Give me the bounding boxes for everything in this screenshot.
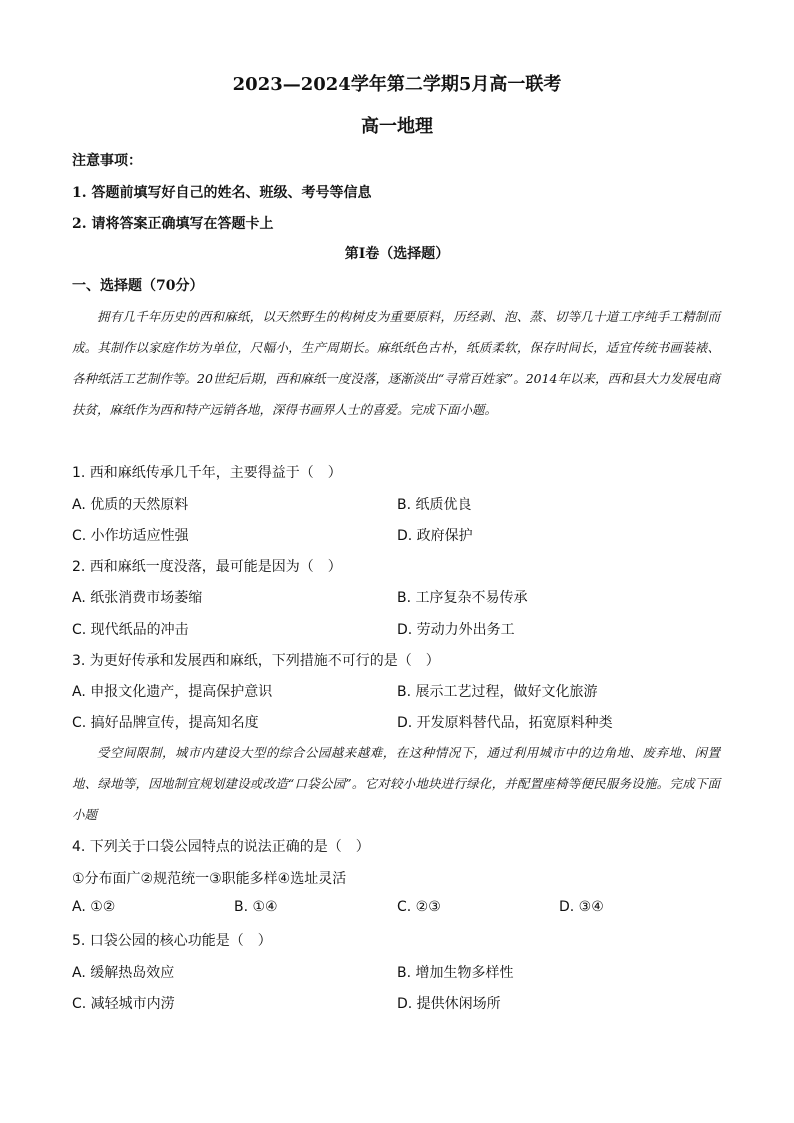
question-3-option-a[interactable]: A. 申报文化遗产，提高保护意识: [72, 684, 273, 700]
question-5-option-c[interactable]: C. 减轻城市内涝: [72, 996, 175, 1012]
question-2-option-c[interactable]: C. 现代纸品的冲击: [72, 622, 189, 638]
question-3-option-d[interactable]: D. 开发原料替代品，拓宽原料种类: [397, 715, 613, 731]
question-2-option-b[interactable]: B. 工序复杂不易传承: [397, 590, 528, 606]
question-1-option-a[interactable]: A. 优质的天然原料: [72, 497, 189, 513]
notice-item-2: 2. 请将答案正确填写在答题卡上: [72, 216, 274, 232]
question-1-option-d[interactable]: D. 政府保护: [397, 528, 473, 544]
question-1-option-c[interactable]: C. 小作坊适应性强: [72, 528, 189, 544]
question-5-stem: 5. 口袋公园的核心功能是（ ）: [72, 933, 272, 949]
question-4-option-c[interactable]: C. ②③: [397, 899, 441, 915]
question-4-option-a[interactable]: A. ①②: [72, 899, 116, 915]
passage-paper: 拥有几千年历史的西和麻纸，以天然野生的构树皮为重要原料，历经剥、泡、蒸、切等几十道工序纯手工精制而成。其制作以家庭作坊为单位，尺幅小，生产周期长。麻纸纸色古朴，纸质柔软，保存时间长，适宜传统书画装裱、各种纸活工艺制作等。20世纪后期，西和麻纸一度没落，逐渐淡出“寻常百姓家”。2014年以来，西和县大力发展电商扶贫，麻纸作为西和特产远销各地，深得书画界人士的喜爱。完成下面小题。: [72, 309, 721, 417]
question-5-option-b[interactable]: B. 增加生物多样性: [397, 965, 514, 981]
question-3-stem: 3. 为更好传承和发展西和麻纸，下列措施不可行的是（ ）: [72, 653, 440, 669]
question-4-option-d[interactable]: D. ③④: [559, 899, 604, 915]
exam-title: 2023—2024学年第二学期5月高一联考: [232, 74, 562, 95]
question-1-stem: 1. 西和麻纸传承几千年，主要得益于（ ）: [72, 465, 342, 481]
volume-title: 第I卷（选择题）: [344, 246, 450, 262]
question-4-stem: 4. 下列关于口袋公园特点的说法正确的是（ ）: [72, 839, 370, 855]
passage-pocket-park: 受空间限制，城市内建设大型的综合公园越来越难，在这种情况下，通过利用城市中的边角地、废弃地、闲置地、绿地等，因地制宜规划建设或改造“口袋公园”。它对较小地块进行绿化，并配置座椅等便民服务设施。完成下面小题: [72, 745, 720, 822]
notice-item-1: 1. 答题前填写好自己的姓名、班级、考号等信息: [72, 185, 372, 201]
question-4-option-b[interactable]: B. ①④: [234, 899, 278, 915]
question-1-option-b[interactable]: B. 纸质优良: [397, 497, 472, 513]
question-2-option-d[interactable]: D. 劳动力外出务工: [397, 622, 515, 638]
notice-heading: 注意事项：: [72, 153, 142, 169]
question-4-statements: ①分布面广②规范统一③职能多样④选址灵活: [72, 871, 347, 887]
question-3-option-b[interactable]: B. 展示工艺过程，做好文化旅游: [397, 684, 598, 700]
question-2-option-a[interactable]: A. 纸张消费市场萎缩: [72, 590, 203, 606]
question-3-option-c[interactable]: C. 搞好品牌宣传，提高知名度: [72, 715, 259, 731]
section-title: 一、选择题（70分）: [72, 278, 204, 294]
subject-title: 高一地理: [361, 116, 433, 137]
question-5-option-a[interactable]: A. 缓解热岛效应: [72, 965, 175, 981]
question-2-stem: 2. 西和麻纸一度没落，最可能是因为（ ）: [72, 559, 342, 575]
question-5-option-d[interactable]: D. 提供休闲场所: [397, 996, 501, 1012]
